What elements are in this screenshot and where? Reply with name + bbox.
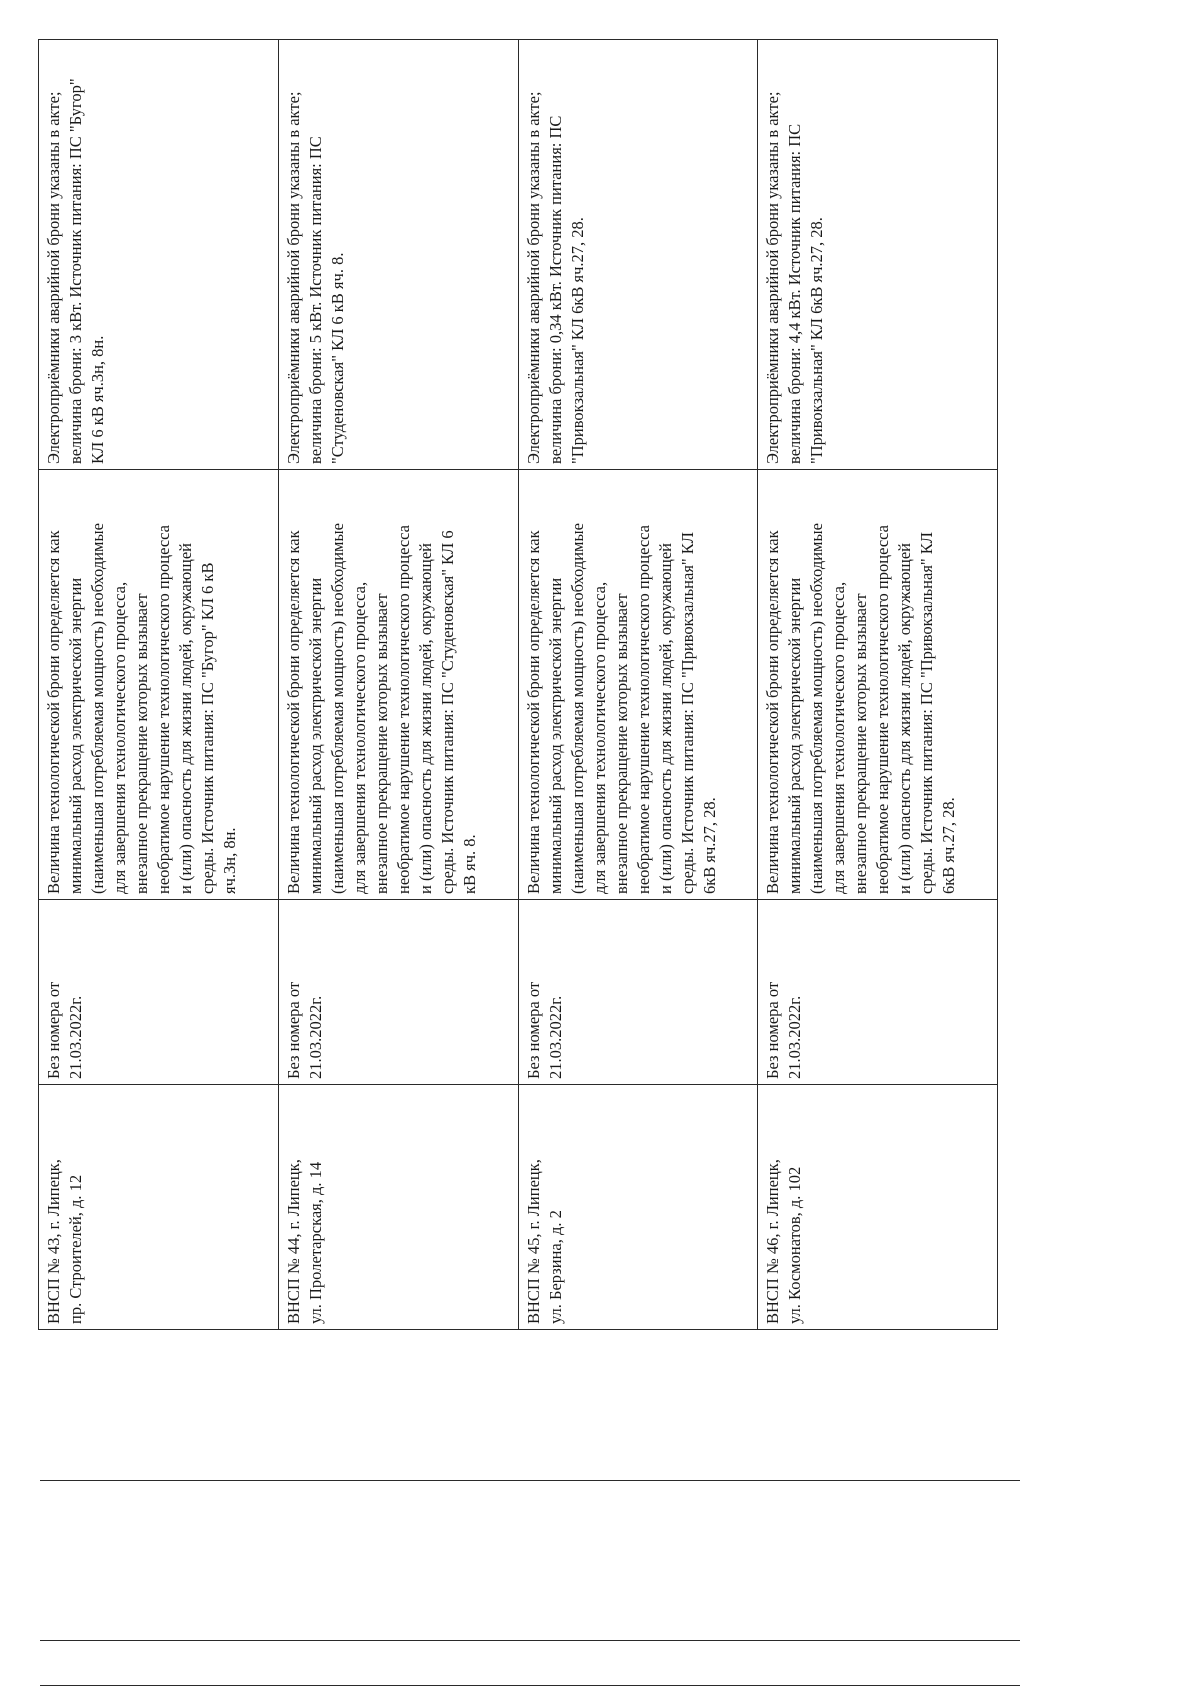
object-cell: ВНСП № 46, г. Липецк, ул. Космонатов, д. 102 [758, 1085, 998, 1330]
table-row [758, 40, 998, 1330]
object-cell: ВНСП № 43, г. Липецк, пр. Строителей, д. 12 [39, 1085, 279, 1330]
horizontal-rule [40, 1480, 1020, 1481]
emergency-reserve-cell: Электроприёмники аварийной брони указаны в акте; величина брони: 0,34 кВт. Источник питания: ПС "Привокзальная" КЛ 6кВ яч.27, 28. [518, 40, 758, 470]
tech-reserve-cell: Величина технологической брони определяется как минимальный расход электрической энергии (наименьшая потребляемая мощность) необходимые для завершения технологического процесса, внезапное прекращение которых вызывает необратимое нарушение технологического процесса и (или) опасность для жизни людей, окружающей среды. Источник питания: ПС "Привокзальная" КЛ 6кВ яч.27, 28. [758, 470, 998, 900]
rotated-table-container [38, 40, 998, 1330]
object-cell: ВНСП № 45, г. Липецк, ул. Берзина, д. 2 [518, 1085, 758, 1330]
horizontal-rule [40, 1685, 1020, 1686]
horizontal-rule [40, 1640, 1020, 1641]
emergency-reserve-cell: Электроприёмники аварийной брони указаны в акте; величина брони: 3 кВт. Источник питания: ПС "Бугор" КЛ 6 кВ яч.3н, 8н. [39, 40, 279, 470]
reservation-table [38, 39, 998, 1330]
act-cell: Без номера от 21.03.2022г. [758, 900, 998, 1085]
act-cell: Без номера от 21.03.2022г. [518, 900, 758, 1085]
table-row [518, 40, 758, 1330]
act-cell: Без номера от 21.03.2022г. [39, 900, 279, 1085]
object-cell: ВНСП № 44, г. Липецк, ул. Пролетарская, д. 14 [278, 1085, 518, 1330]
emergency-reserve-cell: Электроприёмники аварийной брони указаны в акте; величина брони: 4,4 кВт. Источник питания: ПС "Привокзальная" КЛ 6кВ яч.27, 28. [758, 40, 998, 470]
tech-reserve-cell: Величина технологической брони определяется как минимальный расход электрической энергии (наименьшая потребляемая мощность) необходимые для завершения технологического процесса, внезапное прекращение которых вызывает необратимое нарушение технологического процесса и (или) опасность для жизни людей, окружающей среды. Источник питания: ПС "Бугор" КЛ 6 кВ яч.3н, 8н. [39, 470, 279, 900]
table-row [39, 40, 279, 1330]
act-cell: Без номера от 21.03.2022г. [278, 900, 518, 1085]
table-row [278, 40, 518, 1330]
tech-reserve-cell: Величина технологической брони определяется как минимальный расход электрической энергии (наименьшая потребляемая мощность) необходимые для завершения технологического процесса, внезапное прекращение которых вызывает необратимое нарушение технологического процесса и (или) опасность для жизни людей, окружающей среды. Источник питания: ПС "Привокзальная" КЛ 6кВ яч.27, 28. [518, 470, 758, 900]
emergency-reserve-cell: Электроприёмники аварийной брони указаны в акте; величина брони: 5 кВт. Источник питания: ПС "Студеновская" КЛ 6 кВ яч. 8. [278, 40, 518, 470]
tech-reserve-cell: Величина технологической брони определяется как минимальный расход электрической энергии (наименьшая потребляемая мощность) необходимые для завершения технологического процесса, внезапное прекращение которых вызывает необратимое нарушение технологического процесса и (или) опасность для жизни людей, окружающей среды. Источник питания: ПС "Студеновская" КЛ 6 кВ яч. 8. [278, 470, 518, 900]
